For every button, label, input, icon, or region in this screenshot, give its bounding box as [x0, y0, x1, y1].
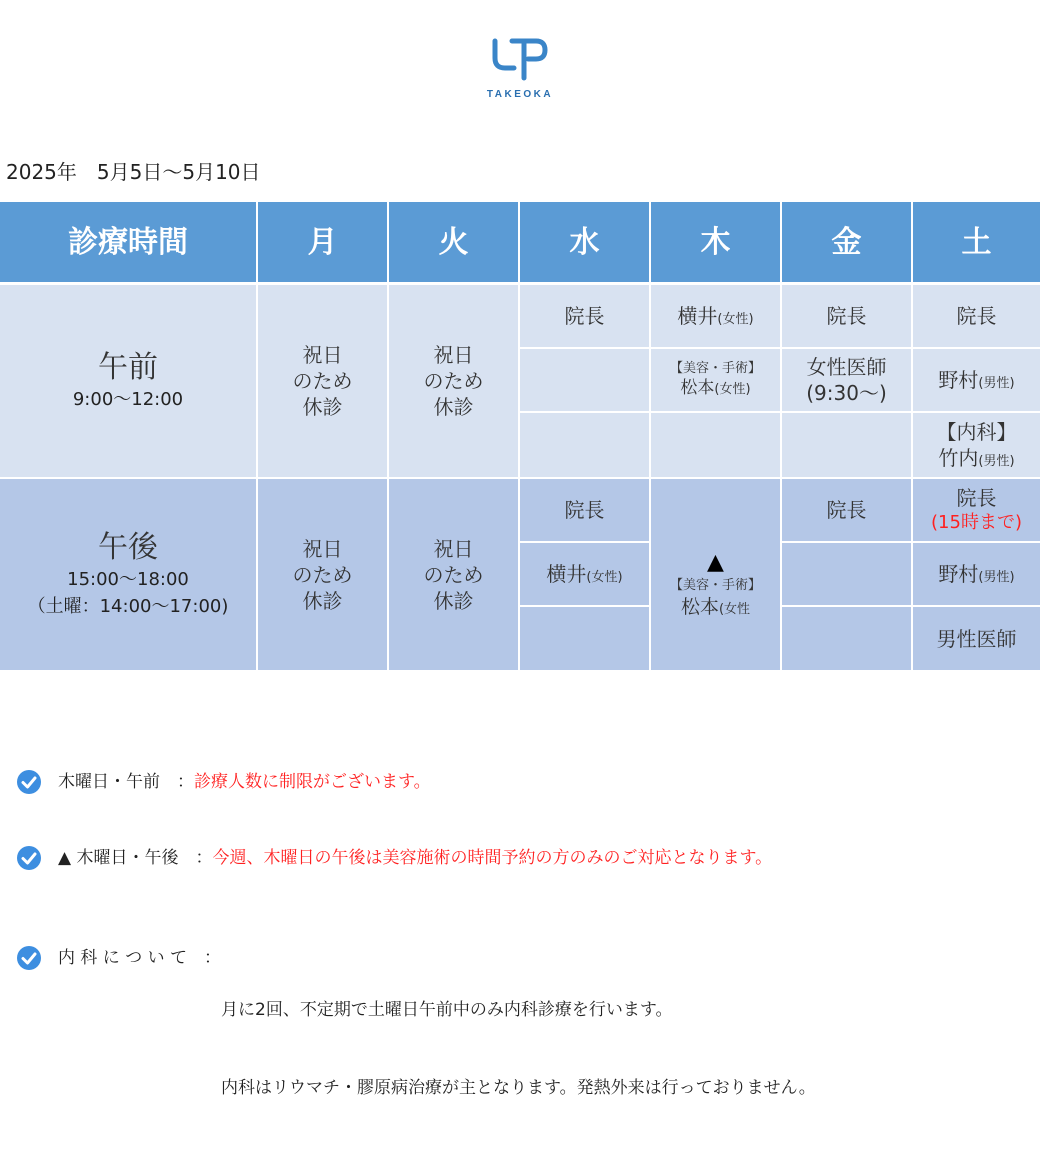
closed-line: 休診: [302, 395, 343, 419]
takeoka-logo-icon: [490, 36, 550, 82]
closed-line: 休診: [433, 588, 474, 613]
closed-line: 祝日: [433, 536, 474, 561]
morning-label: 午前: [98, 349, 158, 385]
clinic-logo: [0, 36, 1040, 100]
afternoon-wed-slot2: [520, 543, 649, 605]
morning-fri-slot2: [782, 349, 911, 411]
doctor-sex: (女性): [714, 382, 751, 398]
doctor-name: 野村: [938, 368, 979, 392]
afternoon-wed-slot1: 院長: [520, 479, 649, 541]
note-label: ▲ 木曜日・午後 ：: [58, 848, 213, 868]
dept-tag: 【内科】: [936, 420, 1017, 444]
morning-fri-slot1: 院長: [782, 285, 911, 347]
morning-thu-slot3: [651, 413, 780, 477]
dept-tag: 【美容・手術】: [669, 360, 761, 376]
doctor-sex: (女性): [717, 312, 754, 327]
closed-line: のため: [423, 562, 484, 587]
dept-tag: 【美容・手術】: [669, 577, 761, 593]
afternoon-sat-slot3: 男性医師: [913, 607, 1040, 670]
afternoon-sat-slot2: [913, 543, 1040, 605]
header-sat: 土: [913, 202, 1040, 282]
morning-fri-slot3: [782, 413, 911, 477]
morning-wed-slot2: [520, 349, 649, 411]
morning-mon-closed: [258, 285, 387, 477]
doctor-sex: (女性: [718, 601, 751, 617]
doctor-name: 竹内: [938, 446, 979, 470]
header-hours: 診療時間: [0, 202, 256, 282]
afternoon-period: [0, 479, 256, 670]
afternoon-sat-hours: （土曜：14:00～17:00): [27, 596, 229, 618]
note-text-line: 内科はリウマチ・膠原病治療が主となります。発熱外来は行っておりません。: [221, 1078, 816, 1098]
doctor-name: 野村: [938, 562, 979, 586]
header-fri: 金: [782, 202, 911, 282]
closed-line: 祝日: [302, 536, 343, 561]
note-label: 内 科 に つ い て ：: [58, 948, 222, 968]
header-mon: 月: [258, 202, 387, 282]
afternoon-sat-slot1: [913, 479, 1040, 541]
closed-line: のため: [423, 369, 484, 393]
doctor-name: 院長: [956, 486, 997, 511]
doctor-name: 松本: [680, 378, 715, 399]
closed-line: のため: [292, 369, 353, 393]
afternoon-wed-slot3: [520, 607, 649, 670]
afternoon-label: 午後: [98, 529, 158, 565]
closed-line: 祝日: [433, 343, 474, 367]
doctor-sex: (男性): [978, 570, 1015, 585]
note-thursday-afternoon: [16, 845, 772, 871]
afternoon-fri-slot2: [782, 543, 911, 605]
morning-sat-slot3: [913, 413, 1040, 477]
morning-tue-closed: [389, 285, 518, 477]
closed-line: のため: [292, 562, 353, 587]
afternoon-mon-closed: [258, 479, 387, 670]
time-limit-note: (15時まで): [931, 512, 1022, 534]
check-circle-icon: [16, 845, 42, 871]
morning-sat-slot1: 院長: [913, 285, 1040, 347]
morning-thu-slot1: [651, 285, 780, 347]
doctor-line: 女性医師: [806, 355, 887, 379]
schedule-table: [0, 202, 1040, 670]
note-internal-medicine: [16, 945, 816, 1153]
morning-hours: 9:00～12:00: [72, 389, 184, 411]
doctor-sex: (男性): [978, 454, 1015, 469]
afternoon-thu-slot: [651, 479, 780, 670]
doctor-sex: (女性): [586, 570, 623, 585]
afternoon-fri-slot3: [782, 607, 911, 670]
note-label: 木曜日・午前 ：: [58, 772, 194, 792]
morning-sat-slot2: [913, 349, 1040, 411]
note-text-line: 月に2回、不定期で土曜日午前中のみ内科診療を行います。: [221, 1000, 673, 1020]
check-circle-icon: [16, 945, 42, 971]
afternoon-hours: 15:00～18:00: [67, 569, 189, 591]
note-text: 今週、木曜日の午後は美容施術の時間予約の方のみのご対応となります。: [212, 848, 773, 868]
note-thursday-morning: [16, 769, 431, 795]
header-thu: 木: [651, 202, 780, 282]
morning-thu-slot2: [651, 349, 780, 411]
doctor-name: 横井: [677, 304, 718, 328]
doctor-name: 横井: [546, 562, 587, 586]
closed-line: 祝日: [302, 343, 343, 367]
header-tue: 火: [389, 202, 518, 282]
doctor-sex: (男性): [978, 376, 1015, 391]
header-wed: 水: [520, 202, 649, 282]
afternoon-fri-slot1: 院長: [782, 479, 911, 541]
check-circle-icon: [16, 769, 42, 795]
doctor-line: (9:30～): [806, 381, 887, 405]
closed-line: 休診: [433, 395, 474, 419]
morning-wed-slot1: 院長: [520, 285, 649, 347]
doctor-name: 松本: [680, 595, 719, 618]
closed-line: 休診: [302, 588, 343, 613]
logo-text: TAKEOKA: [486, 89, 554, 100]
note-text: 診療人数に制限がございます。: [194, 772, 431, 792]
week-range: 2025年 5月5日～5月10日: [6, 160, 261, 184]
morning-wed-slot3: [520, 413, 649, 477]
morning-period: [0, 285, 256, 477]
afternoon-tue-closed: [389, 479, 518, 670]
triangle-mark: ▲: [707, 549, 724, 575]
